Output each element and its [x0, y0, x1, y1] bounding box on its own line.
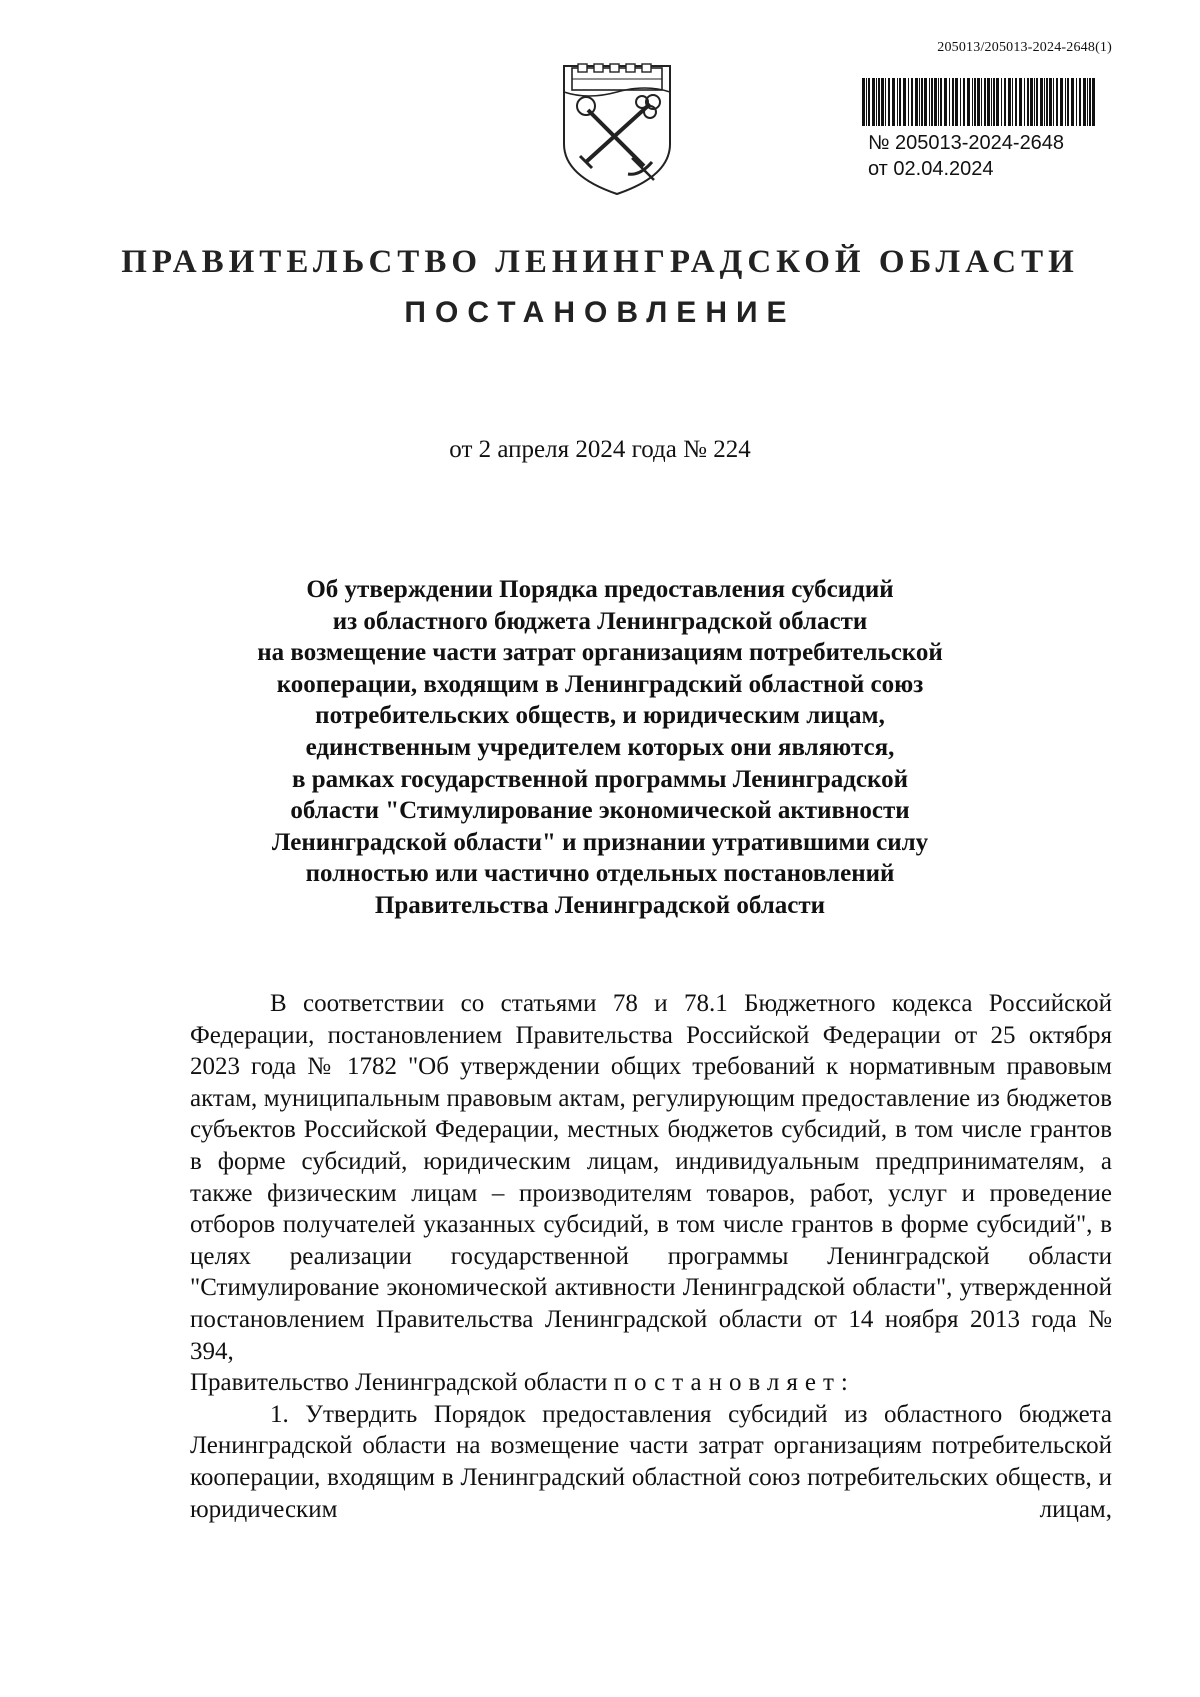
title-line: из областного бюджета Ленинградской области	[332, 607, 868, 635]
coat-of-arms-emblem-icon	[558, 58, 676, 198]
barcode-bar	[934, 78, 937, 126]
barcode-bar	[1049, 78, 1052, 126]
title-line: в рамках государственной программы Ленинградской	[291, 765, 908, 793]
title-line: на возмещение части затрат организациям потребительской	[257, 639, 943, 667]
barcode-bar	[892, 78, 895, 126]
barcode-bar	[915, 78, 918, 126]
barcode-bar	[1040, 78, 1043, 126]
barcode-bar	[1087, 78, 1088, 126]
preamble-closing	[190, 1367, 1112, 1399]
barcode-bar	[967, 78, 970, 126]
barcode-bar	[908, 78, 909, 126]
item-1-paragraph: 1. Утвердить Порядок предоставления субсидий из областного бюджета Ленинградской области на возмещение части затрат организациям потребительской кооперации, входящим в Ленинградский областной союз потребительских обществ, и юридическим лицам,	[190, 1400, 1112, 1523]
barcode-bar	[1036, 78, 1038, 126]
barcode-bar	[1024, 78, 1025, 126]
document-type: ПОСТАНОВЛЕНИЕ	[404, 296, 796, 329]
registration-number: № 205013-2024-2648	[868, 132, 1065, 154]
barcode-bar	[931, 78, 933, 126]
barcode-bar	[952, 78, 954, 126]
decree-title	[0, 574, 1200, 922]
title-line: Ленинградской области" и признании утратившими силу	[271, 828, 929, 856]
title-line: полностью или частично отдельных постановлений	[305, 860, 895, 888]
barcode-bar	[984, 78, 986, 126]
barcode-bar	[924, 78, 927, 126]
barcode-bar	[919, 78, 920, 126]
barcode-bar	[1004, 78, 1006, 126]
barcode-bar	[885, 78, 886, 126]
title-line: Об утверждении Порядка предоставления субсидий	[306, 576, 894, 603]
barcode-bar	[1027, 78, 1029, 126]
barcode-bar	[1079, 78, 1081, 126]
barcode-bar	[888, 78, 890, 126]
barcode-bar	[1044, 78, 1045, 126]
barcode-bar	[876, 78, 877, 126]
barcode-bar	[1046, 78, 1048, 126]
barcode-bar	[1008, 78, 1011, 126]
barcode-bar	[1015, 78, 1017, 126]
barcode-bar	[911, 78, 913, 126]
barcode-bar	[993, 78, 995, 126]
barcode-bar	[866, 78, 867, 126]
barcode-bar	[991, 78, 992, 126]
barcode-bar	[940, 78, 942, 126]
barcode-bar	[949, 78, 950, 126]
barcode-bar	[960, 78, 961, 126]
barcode-bar	[1019, 78, 1022, 126]
title-line: потребительских обществ, и юридическим лицам,	[315, 702, 885, 730]
title-line: единственным учредителем которых они являются,	[305, 733, 895, 761]
barcode-bar	[903, 78, 906, 126]
government-name: ПРАВИТЕЛЬСТВО ЛЕНИНГРАДСКОЙ ОБЛАСТИ	[121, 244, 1079, 280]
barcode-bar	[897, 78, 898, 126]
resolves-word: постановляет:	[613, 1369, 855, 1397]
reference-code: 205013/205013-2024-2648(1)	[937, 40, 1112, 55]
barcode-bar	[1001, 78, 1002, 126]
registration-stamp	[868, 130, 1064, 182]
barcode-bar	[1076, 78, 1077, 126]
decree-date-number: от 2 апреля 2024 года № 224	[449, 436, 751, 463]
barcode-bar	[1083, 78, 1086, 126]
title-line: Правительства Ленинградской области	[374, 891, 826, 919]
barcode-bar	[996, 78, 999, 126]
barcode-bar	[1089, 78, 1091, 126]
barcode-bar	[977, 78, 980, 126]
barcode-bar	[987, 78, 990, 126]
barcode-bar	[1053, 78, 1054, 126]
barcode-bar	[1030, 78, 1033, 126]
barcode-bar	[974, 78, 976, 126]
barcode-bar	[1012, 78, 1013, 126]
barcode-bar	[1056, 78, 1058, 126]
title-line: области "Стимулирование экономической активности	[290, 797, 910, 825]
barcode-bar	[1067, 78, 1069, 126]
barcode-icon	[862, 78, 1098, 128]
registration-date: от 02.04.2024	[868, 158, 994, 180]
barcode-bar	[1092, 78, 1095, 126]
preamble-paragraph: В соответствии со статьями 78 и 78.1 Бюджетного кодекса Российской Федерации, постановлением Правительства Российской Федерации от 25 октября 2023 года № 1782 "Об утверждении общих требований к нормативным правовым актам, муниципальным правовым актам, регулирующим предоставление из бюджетов субъектов Российской Федерации, местных бюджетов субсидий, в том числе грантов в форме субсидий, юридическим лицам, индивидуальным предпринимателям, а также физическим лицам – производителям товаров, работ, услуг и проведение отборов получателей указанных субсидий, в том числе грантов в форме субсидий", в целях реализации государственной программы Ленинградской области "Стимулирование экономической активности Ленинградской области", утвержденной постановлением Правительства Ленинградской области от 14 ноября 2013 года № 394,	[190, 990, 1112, 1365]
barcode-bar	[981, 78, 982, 126]
barcode-bar	[963, 78, 965, 126]
barcode-bar	[1071, 78, 1074, 126]
barcode-bar	[878, 78, 880, 126]
barcode-bar	[872, 78, 875, 126]
barcode-bar	[921, 78, 923, 126]
barcode-bar	[972, 78, 973, 126]
barcode-bar	[955, 78, 958, 126]
barcode-bar	[899, 78, 901, 126]
barcode-bar	[944, 78, 947, 126]
barcode-bar	[1065, 78, 1066, 126]
barcode-bar	[929, 78, 930, 126]
barcode-bar	[881, 78, 884, 126]
title-line: кооперации, входящим в Ленинградский областной союз	[276, 670, 924, 698]
barcode-bar	[868, 78, 870, 126]
barcode-bar	[938, 78, 939, 126]
preamble-end: Правительство Ленинградской области	[190, 1369, 608, 1397]
decree-body	[190, 988, 1112, 1525]
barcode-bar	[1034, 78, 1035, 126]
barcode-bar	[1060, 78, 1063, 126]
barcode-bar	[862, 78, 865, 126]
